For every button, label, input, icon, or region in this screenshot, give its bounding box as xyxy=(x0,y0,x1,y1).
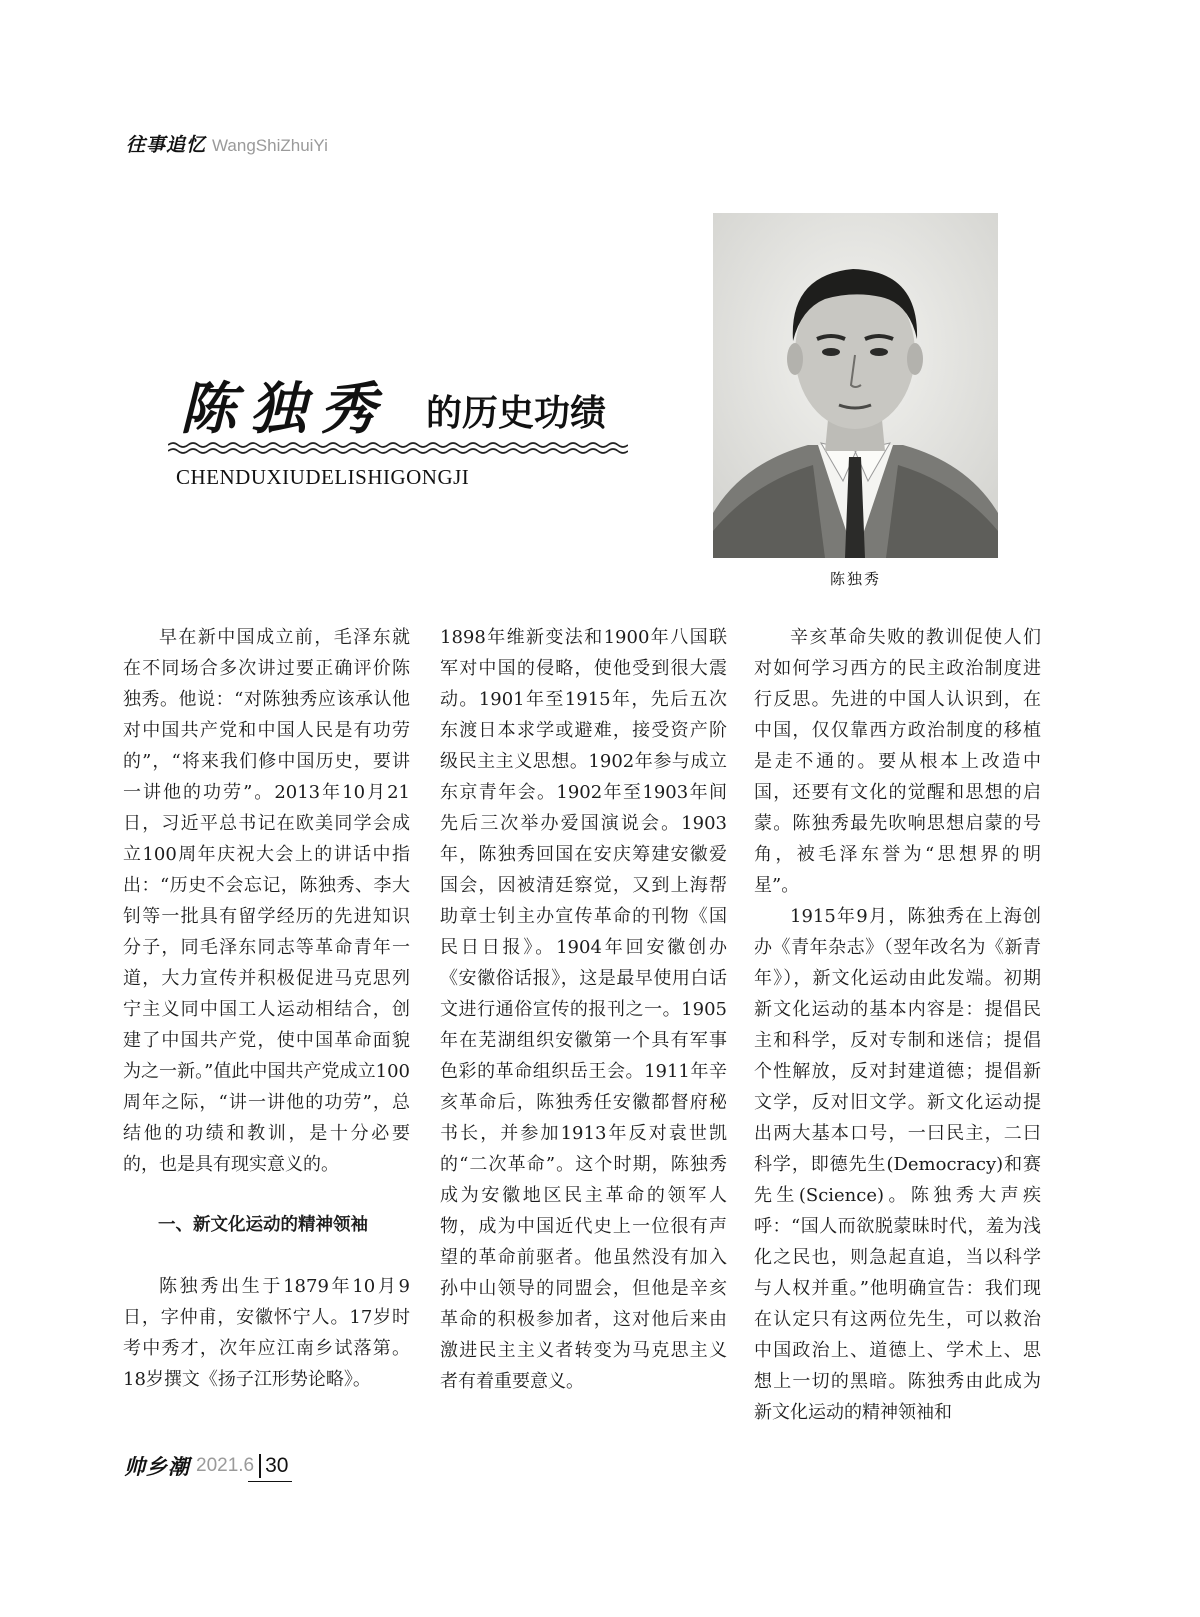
section-header xyxy=(126,130,328,160)
page-number: 30 xyxy=(259,1454,288,1478)
portrait-photo xyxy=(713,213,998,558)
section-title-en: WangShiZhuiYi xyxy=(212,136,328,155)
article-title-pinyin: CHENDUXIUDELISHIGONGJI xyxy=(176,465,470,489)
magazine-name: 帅乡潮 xyxy=(124,1454,190,1479)
section-heading: 一、新文化运动的精神领袖 xyxy=(158,1215,368,1235)
portrait-figure xyxy=(713,213,998,558)
article-title-block xyxy=(168,365,638,495)
portrait-caption: 陈独秀 xyxy=(829,570,881,588)
article-column-1 xyxy=(123,622,410,1395)
paragraph: 陈独秀出生于1879年10月9日，字仲甫，安徽怀宁人。17岁时考中秀才，次年应江南乡试落第。18岁撰文《扬子江形势论略》。 xyxy=(123,1276,410,1390)
article-title-name: 陈独秀 xyxy=(180,376,390,442)
footer-rule xyxy=(248,1481,292,1482)
article-title-rest: 的历史功绩 xyxy=(426,393,607,434)
issue-date: 2021.6 xyxy=(196,1455,255,1476)
title-wave-divider xyxy=(168,441,628,455)
page-footer xyxy=(124,1450,288,1482)
paragraph: 1915年9月，陈独秀在上海创办《青年杂志》（翌年改名为《新青年》），新文化运动由此发端。初期新文化运动的基本内容是：提倡民主和科学，反对专制和迷信；提倡个性解放，反对封建道德；提倡新文学，反对旧文学。新文化运动提出两大基本口号，一曰民主，二曰科学，即德先生(Democracy)和赛先生(Science)。陈独秀大声疾呼：“国人而欲脱蒙昧时代，羞为浅化之民也，则急起直追，当以科学与人权并重。”他明确宣告：我们现在认定只有这两位先生，可以救治中国政治上、道德上、学术上、思想上一切的黑暗。陈独秀由此成为新文化运动的精神领袖和 xyxy=(754,906,1041,1423)
paragraph: 辛亥革命失败的教训促使人们对如何学习西方的民主政治制度进行反思。先进的中国人认识到，在中国，仅仅靠西方政治制度的移植是走不通的。要从根本上改造中国，还要有文化的觉醒和思想的启蒙。陈独秀最先吹响思想启蒙的号角，被毛泽东誉为“思想界的明星”。 xyxy=(754,627,1041,896)
paragraph: 早在新中国成立前，毛泽东就在不同场合多次讲过要正确评价陈独秀。他说：“对陈独秀应该承认他对中国共产党和中国人民是有功劳的”，“将来我们修中国历史，要讲一讲他的功劳”。2013年10月21日，习近平总书记在欧美同学会成立100周年庆祝大会上的讲话中指出：“历史不会忘记，陈独秀、李大钊等一批具有留学经历的先进知识分子，同毛泽东同志等革命青年一道，大力宣传并积极促进马克思列宁主义同中国工人运动相结合，创建了中国共产党，使中国革命面貌为之一新。”值此中国共产党成立100周年之际，“讲一讲他的功劳”，总结他的功绩和教训，是十分必要的，也是具有现实意义的。 xyxy=(123,627,410,1175)
article-column-3 xyxy=(754,622,1041,1428)
paragraph: 1898年维新变法和1900年八国联军对中国的侵略，使他受到很大震动。1901年至1915年，先后五次东渡日本求学或避难，接受资产阶级民主主义思想。1902年参与成立东京青年会。1902年至1903年间先后三次举办爱国演说会。1903年，陈独秀回国在安庆筹建安徽爱国会，因被清廷察觉，又到上海帮助章士钊主办宣传革命的刊物《国民日日报》。1904年回安徽创办《安徽俗话报》，这是最早使用白话文进行通俗宣传的报刊之一。1905年在芜湖组织安徽第一个具有军事色彩的革命组织岳王会。1911年辛亥革命后，陈独秀任安徽都督府秘书长，并参加1913年反对袁世凯的“二次革命”。这个时期，陈独秀成为安徽地区民主革命的领军人物，成为中国近代史上一位很有声望的革命前驱者。他虽然没有加入孙中山领导的同盟会，但他是辛亥革命的积极参加者，这对他后来由激进民主主义者转变为马克思主义者有着重要意义。 xyxy=(440,627,727,1392)
article-column-2 xyxy=(440,622,727,1397)
section-title-cn: 往事追忆 xyxy=(126,134,207,156)
